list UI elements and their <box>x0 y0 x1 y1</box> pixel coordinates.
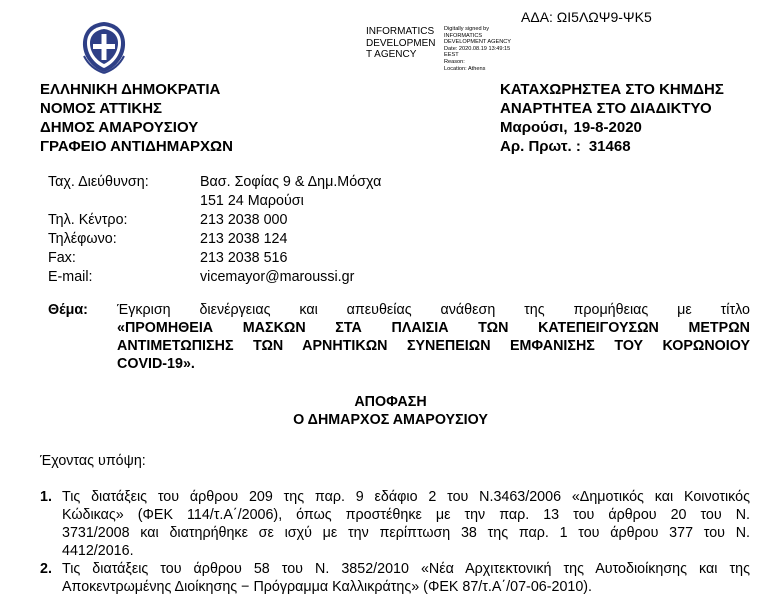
decision-subtitle: Ο ΔΗΜΑΡΧΟΣ ΑΜΑΡΟΥΣΙΟΥ <box>293 412 488 428</box>
item-number: 1. <box>40 489 52 505</box>
item-line: Κώδικας» (ΦΕΚ 114/τ.Α΄/2006), όπως προστέθηκε με την παρ. 13 του άρθρου 20 του Ν. <box>62 507 750 523</box>
signature-detail: Location: Athens <box>444 65 486 72</box>
date-row <box>500 118 724 137</box>
issuer-line: ΕΛΛΗΝΙΚΗ ΔΗΜΟΚΡΑΤΙΑ <box>40 81 221 98</box>
signature-detail: EEST <box>444 52 459 59</box>
contact-value: 151 24 Μαρούσι <box>200 193 304 209</box>
subject-line: COVID-19». <box>117 356 195 372</box>
signature-detail: DEVELOPMENT AGENCY <box>444 39 512 46</box>
signature-detail: INFORMATICS <box>444 32 483 39</box>
contact-label: Ταχ. Διεύθυνση: <box>48 174 149 190</box>
item-line: Αποκεντρωμένης Διοίκησης − Πρόγραμμα Καλλικράτης» (ΦΕΚ 87/τ.Α΄/07-06-2010). <box>62 579 593 595</box>
contact-label: E-mail: <box>48 269 93 285</box>
registry-block <box>500 80 724 156</box>
signature-details <box>444 26 514 72</box>
contact-row <box>48 211 381 230</box>
subject-text <box>117 301 750 373</box>
having-in-view: Έχοντας υπόψη: <box>40 453 146 469</box>
contact-value: 213 2038 124 <box>200 231 288 247</box>
decision-heading <box>0 393 781 429</box>
item-number: 2. <box>40 561 52 577</box>
signature-detail: Reason: <box>444 58 465 65</box>
item-line: Τις διατάξεις του άρθρου 209 της παρ. 9 εδάφιο 2 του Ν.3463/2006 «Δημοτικός και Κοινοτικός <box>62 489 750 505</box>
subject-line: «ΠΡΟΜΗΘΕΙΑ ΜΑΣΚΩΝ ΣΤΑ ΠΛΑΙΣΙΑ ΤΩΝ ΚΑΤΕΠΕΙΓΟΥΣΩΝ ΜΕΤΡΩΝ <box>117 320 750 336</box>
contact-label: Τηλέφωνο: <box>48 231 117 247</box>
contact-label: Τηλ. Κέντρο: <box>48 212 128 228</box>
contact-label: Fax: <box>48 250 76 266</box>
ada-code: ΑΔΑ: ΩΙ5ΛΩΨ9-ΨΚ5 <box>521 9 652 25</box>
contact-value: 213 2038 516 <box>200 250 288 266</box>
contact-row <box>48 192 381 211</box>
registry-line: ΚΑΤΑΧΩΡΗΣΤΕΑ ΣΤΟ ΚΗΜΔΗΣ <box>500 81 724 98</box>
issuer-line: ΔΗΜΟΣ ΑΜΑΡΟΥΣΙΟΥ <box>40 119 199 136</box>
protocol-number: 31468 <box>588 138 631 155</box>
email-link[interactable]: vicemayor@maroussi.gr <box>200 269 355 285</box>
signer-line: DEVELOPMEN <box>366 37 436 49</box>
decision-title: ΑΠΟΦΑΣΗ <box>354 394 427 410</box>
registry-line: ΑΝΑΡΤΗΤΕΑ ΣΤΟ ΔΙΑΔΙΚΤΥΟ <box>500 100 712 117</box>
contact-row <box>48 173 381 192</box>
contact-row <box>48 268 381 287</box>
subject-line: ΑΝΤΙΜΕΤΩΠΙΣΗΣ ΤΩΝ ΑΡΝΗΤΙΚΩΝ ΣΥΝΕΠΕΙΩΝ ΕΜΦΑΝΙΣΗΣ ΤΟΥ ΚΟΡΩΝΟΙΟΥ <box>117 338 750 354</box>
signature-signer <box>366 26 441 61</box>
item-line: 4412/2016. <box>62 543 134 559</box>
contact-label <box>48 192 200 211</box>
signature-detail: Date: 2020.08.19 13:49:15 <box>444 45 511 52</box>
issuer-line: ΝΟΜΟΣ ΑΤΤΙΚΗΣ <box>40 100 163 117</box>
item-line: 3731/2008 και διατηρήθηκε σε ισχύ με την περίπτωση 38 της παρ. 1 του άρθρου 377 του Ν. <box>62 525 750 541</box>
greek-coat-of-arms-icon <box>78 20 130 74</box>
issuer-block <box>40 80 233 156</box>
protocol-row <box>500 137 724 156</box>
signature-detail: Digitally signed by <box>444 26 490 32</box>
signer-line: INFORMATICS <box>366 26 435 37</box>
date: 19-8-2020 <box>573 119 642 136</box>
subject-block <box>48 301 750 373</box>
place: Μαρούσι, <box>500 119 568 136</box>
contact-row <box>48 230 381 249</box>
issuer-line: ΓΡΑΦΕΙΟ ΑΝΤΙΔΗΜΑΡΧΩΝ <box>40 138 233 155</box>
item-text <box>62 488 750 560</box>
subject-label: Θέμα: <box>48 302 88 318</box>
list-item <box>40 560 750 596</box>
considerations-list <box>40 488 750 596</box>
contact-value: 213 2038 000 <box>200 212 288 228</box>
item-text <box>62 560 750 596</box>
protocol-label: Αρ. Πρωτ. : <box>500 138 581 155</box>
contact-block <box>48 173 381 287</box>
contact-value: Βασ. Σοφίας 9 & Δημ.Μόσχα <box>200 174 382 190</box>
signer-line: T AGENCY <box>366 49 417 60</box>
contact-row <box>48 249 381 268</box>
list-item <box>40 488 750 560</box>
subject-line: Έγκριση διενέργειας και απευθείας ανάθεση της προμήθειας με τίτλο <box>117 302 750 318</box>
item-line: Τις διατάξεις του άρθρου 58 του Ν. 3852/2010 «Νέα Αρχιτεκτονική της Αυτοδιοίκησης και της <box>62 561 750 577</box>
